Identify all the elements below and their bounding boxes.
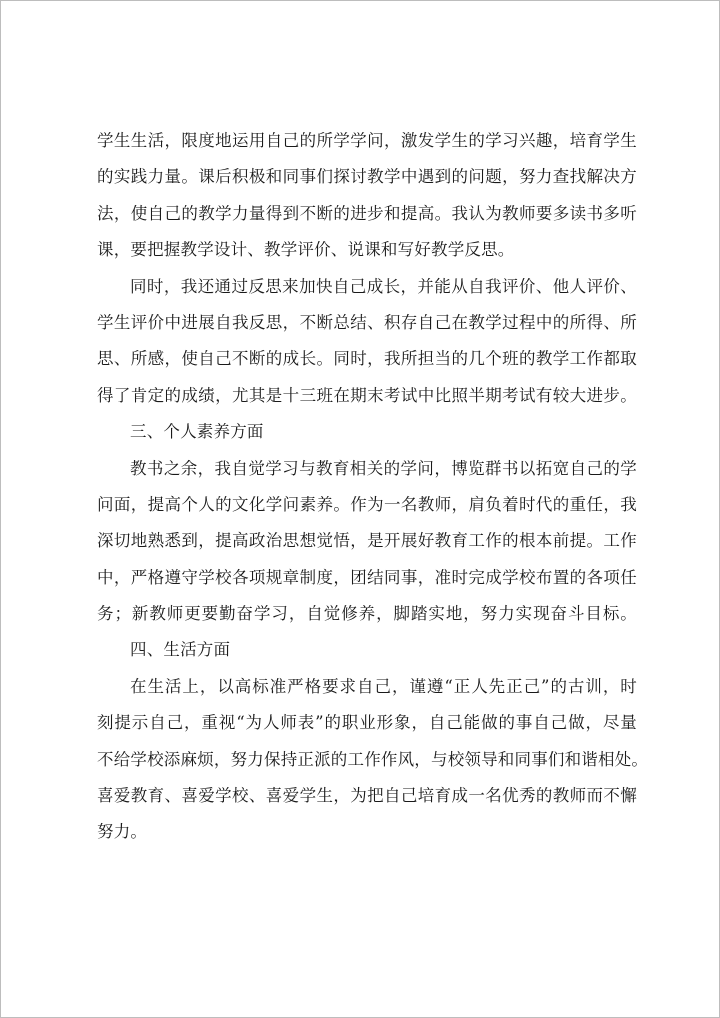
paragraph-line: 在生活上，以高标准严格要求自己，谨遵“正人先正己”的古训，时 (130, 676, 637, 696)
document-body (97, 123, 649, 851)
paragraph-line: 学生生活，限度地运用自己的所学学问，激发学生的学习兴趣，培育学生 (97, 131, 637, 150)
paragraph-line: 学生评价中进展自我反思，不断总结、积存自己在教学过程中的所得、所 (97, 312, 637, 332)
paragraph-line: 深切地熟悉到，提高政治思想觉悟，是开展好教育工作的根本前提。工作 (97, 531, 637, 551)
paragraph-line: 的实践力量。课后积极和同事们探讨教学中遇到的问题，努力查找解决方 (97, 167, 637, 187)
section-heading: 三、个人素养方面 (130, 422, 264, 442)
paragraph-line: 教书之余，我自觉学习与教育相关的学问，博览群书以拓宽自己的学 (130, 458, 637, 478)
paragraph-line: 中，严格遵守学校各项规章制度，团结同事，准时完成学校布置的各项任 (97, 567, 637, 587)
paragraph-line: 法，使自己的教学力量得到不断的进步和提高。我认为教师要多读书多听 (97, 203, 637, 223)
paragraph-line: 问面，提高个人的文化学问素养。作为一名教师，肩负着时代的重任，我 (97, 494, 637, 514)
paragraph-line: 努力。 (97, 822, 148, 842)
paragraph-line: 思、所感，使自己不断的成长。同时，我所担当的几个班的教学工作都取 (97, 349, 637, 369)
paragraph-line: 务；新教师更要勤奋学习，自觉修养，脚踏实地，努力实现奋斗目标。 (97, 604, 637, 624)
paragraph-line: 不给学校添麻烦，努力保持正派的工作作风，与校领导和同事们和谐相处。 (97, 749, 649, 769)
paragraph-line: 课，要把握教学设计、教学评价、说课和写好教学反思。 (97, 240, 515, 260)
paragraph-line: 喜爱教育、喜爱学校、喜爱学生，为把自己培育成一名优秀的教师而不懈 (97, 786, 637, 806)
section-heading: 四、生活方面 (130, 640, 231, 660)
paragraph-line: 同时，我还通过反思来加快自己成长，并能从自我评价、他人评价、 (130, 276, 637, 296)
paragraph-line: 刻提示自己，重视“为人师表”的职业形象，自己能做的事自己做，尽量 (97, 713, 637, 733)
paragraph-line: 得了肯定的成绩，尤其是十三班在期末考试中比照半期考试有较大进步。 (97, 385, 637, 405)
